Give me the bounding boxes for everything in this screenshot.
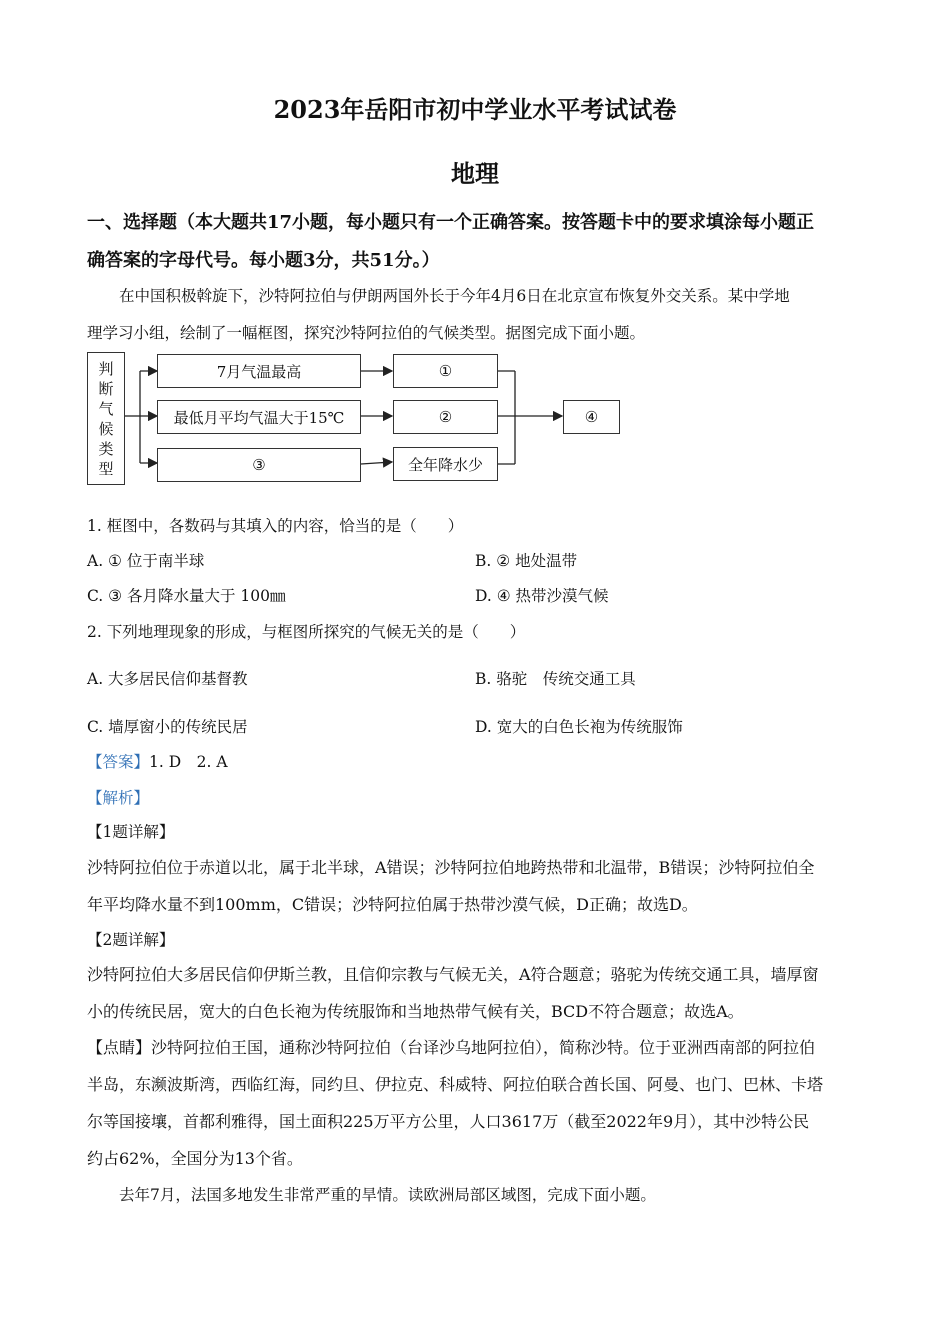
- q1-option-a: A. ① 位于南半球: [87, 552, 205, 570]
- q2-option-d: D. 宽大的白色长袍为传统服饰: [475, 718, 683, 736]
- label-char: 型: [98, 459, 114, 478]
- answer-line: [87, 750, 228, 772]
- detail2-label: 【2题详解】: [87, 931, 175, 949]
- tip-line1-text: 沙特阿拉伯王国，通称沙特阿拉伯（台译沙乌地阿拉伯），简称沙特。位于亚洲西南部的阿拉伯: [151, 1038, 816, 1057]
- detail1-line2: 年平均降水量不到100mm，C错误；沙特阿拉伯属于热带沙漠气候，D正确；故选D。: [87, 895, 698, 914]
- analysis-label: 【解析】: [87, 789, 150, 807]
- q1-option-b: B. ② 地处温带: [475, 552, 578, 570]
- label-char: 候: [98, 419, 114, 438]
- detail1-label: 【1题详解】: [87, 823, 175, 841]
- section-heading-line1: 一、选择题（本大题共17小题，每小题只有一个正确答案。按答题卡中的要求填涂每小题正: [87, 212, 815, 233]
- tip-label: 【点睛】: [87, 1038, 152, 1057]
- passage1-line1: 在中国积极斡旋下，沙特阿拉伯与伊朗两国外长于今年4月6日在北京宣布恢复外交关系。某中学地: [119, 287, 790, 305]
- exam-title: 2023年岳阳市初中学业水平考试试卷: [273, 95, 677, 124]
- q2-option-a: A. 大多居民信仰基督教: [87, 670, 248, 688]
- row3-condition-box: ③: [157, 448, 361, 482]
- judge-climate-label-box: [87, 352, 125, 485]
- answer-label: 【答案】: [87, 753, 150, 771]
- subject-title: 地理: [451, 159, 499, 188]
- q1-option-c: C. ③ 各月降水量大于 100㎜: [87, 587, 286, 605]
- label-char: 断: [98, 379, 114, 398]
- passage1-line2: 理学习小组，绘制了一幅框图，探究沙特阿拉伯的气候类型。据图完成下面小题。: [87, 324, 646, 342]
- q2-stem: 2. 下列地理现象的形成，与框图所探究的气候无关的是（ ）: [87, 623, 526, 641]
- label-char: 判: [98, 359, 114, 378]
- q1-option-d: D. ④ 热带沙漠气候: [475, 587, 609, 605]
- label-char: 类: [98, 439, 114, 458]
- detail2-line2: 小的传统民居，宽大的白色长袍为传统服饰和当地热带气候有关，BCD不符合题意；故选A。: [87, 1002, 744, 1021]
- passage2-line1: 去年7月，法国多地发生非常严重的旱情。读欧洲局部区域图，完成下面小题。: [119, 1186, 656, 1204]
- row1-condition-box: 7月气温最高: [157, 354, 361, 388]
- tip-line3: 尔等国接壤，首都利雅得，国土面积225万平方公里，人口3617万（截至2022年9月），其中沙特公民: [87, 1112, 810, 1131]
- row2-result-box: ②: [393, 400, 498, 434]
- section-heading-line2: 确答案的字母代号。每小题3分，共51分。）: [87, 250, 440, 271]
- row2-condition-box: 最低月平均气温大于15℃: [157, 400, 361, 434]
- tip-line2: 半岛，东濒波斯湾，西临红海，同约旦、伊拉克、科威特、阿拉伯联合酋长国、阿曼、也门、巴林、卡塔: [87, 1075, 824, 1094]
- q2-option-b: B. 骆驼 传统交通工具: [475, 670, 636, 688]
- row1-result-box: ①: [393, 354, 498, 388]
- label-char: 气: [98, 399, 114, 418]
- detail2-line1: 沙特阿拉伯大多居民信仰伊斯兰教，且信仰宗教与气候无关，A符合题意；骆驼为传统交通工具，墙厚窗: [87, 965, 819, 984]
- tip-line1: [87, 1035, 815, 1058]
- detail1-line1: 沙特阿拉伯位于赤道以北，属于北半球，A错误；沙特阿拉伯地跨热带和北温带，B错误；沙特阿拉伯全: [87, 858, 815, 877]
- final-result-box: ④: [563, 400, 620, 434]
- tip-line4: 约占62%，全国分为13个省。: [87, 1149, 303, 1168]
- q1-stem: 1. 框图中，各数码与其填入的内容，恰当的是（ ）: [87, 517, 464, 535]
- row3-result-box: 全年降水少: [393, 447, 498, 481]
- answer-value: 1. D 2. A: [149, 753, 228, 771]
- q2-option-c: C. 墙厚窗小的传统民居: [87, 718, 248, 736]
